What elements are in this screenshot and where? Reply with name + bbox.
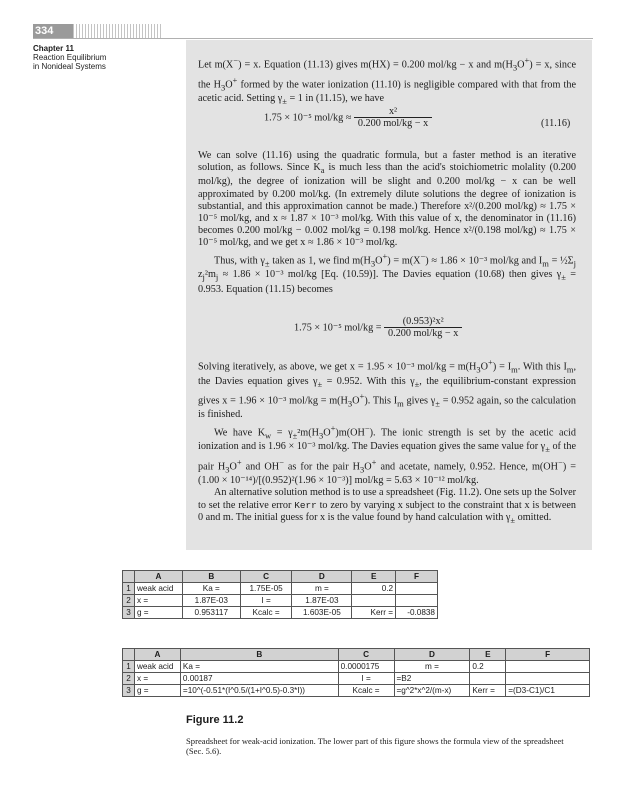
cell[interactable] [396,583,438,595]
cell[interactable]: weak acid [134,583,182,595]
column-header[interactable]: A [134,571,182,583]
cell[interactable] [506,661,590,673]
cell[interactable]: Ka = [182,583,240,595]
cell[interactable]: 0.0000175 [338,661,394,673]
column-header[interactable]: B [180,649,338,661]
cell[interactable]: g = [134,685,180,697]
figure-label: Figure 11.2 [186,714,244,726]
cell[interactable]: -0.0838 [396,607,438,619]
cell[interactable]: Kcalc = [338,685,394,697]
cell[interactable]: Kerr = [352,607,396,619]
spreadsheet-header-row [123,571,438,583]
spreadsheet-formulas [122,648,590,697]
table-row [123,673,590,685]
cell[interactable]: 0.00187 [180,673,338,685]
header-decoration [73,24,161,38]
equation-11-16-numerator: x² [388,106,398,117]
equation-11-16-number: (11.16) [541,118,571,129]
cell[interactable]: I = [240,595,292,607]
row-number[interactable]: 3 [123,685,135,697]
header-rule [33,38,593,39]
paragraph-3: Solving iteratively, as above, we get x = 1.95 × 10⁻³ $mol/kg = m(H_3O^+) = I_m$. With this $I_m$, the Davies equation gives $\gamma_\pm = 0.952$. With this $\gamma_\pm$, the equilibrium-constant expression gives x = 1.96 × 10⁻³ $mol/kg = m(H_3O^+)$. This $I_m$ gives $\gamma_\pm = 0.952$ again, so the calculation is finished. We have $K_w = \gamma_\pm^2m(H_3O^+)m(OH^-)$. The ionic strength is set by the acetic acid ionization and is 1.96 × 10⁻³ mol/kg. The Davies equation gives the same value for $\gamma_\pm$ of the pair $H_3O^+$ and OH− as for the pair $H_3O^+$ and acetate, namely, 0.952. Hence, m(OH−) = (1.00 × 10⁻¹⁴)/[(0.952)²(1.96 × 10⁻³)] mol/kg = 5.63 × 10⁻¹² mol/kg. An alternative solution method is to use a spreadsheet (Fig. 11.2). One sets up the Solver to set the relative error Kerr to zero by varying x subject to the constraint that x is between 0 and m. The initial guess for x is the value found by hand calculation with $\gamma_\pm$ omitted. [198,357,577,525]
row-number[interactable]: 2 [123,595,135,607]
table-row [123,607,438,619]
column-header[interactable]: D [394,649,470,661]
cell[interactable]: 0.2 [470,661,506,673]
cell[interactable] [506,673,590,685]
row-number[interactable]: 1 [123,583,135,595]
cell[interactable]: =B2 [394,673,470,685]
page-number: 334 [33,24,73,38]
cell[interactable]: 0.2 [352,583,396,595]
equation-11-16-lhs: 1.75 × 10⁻⁵ mol/kg ≈ [264,112,352,124]
cell[interactable]: =g^2*x^2/(m-x) [394,685,470,697]
column-header[interactable]: F [396,571,438,583]
table-row [123,583,438,595]
column-header[interactable]: E [352,571,396,583]
equation-davies [294,316,462,340]
cell[interactable]: m = [292,583,352,595]
cell[interactable]: 1.87E-03 [292,595,352,607]
cell[interactable] [396,595,438,607]
column-header[interactable]: F [506,649,590,661]
equation-11-16-denominator: 0.200 mol/kg − x [354,117,432,130]
cell[interactable]: weak acid [134,661,180,673]
table-row [123,661,590,673]
cell[interactable]: Kerr = [470,685,506,697]
cell[interactable] [352,595,396,607]
chapter-title-line1: Reaction Equilibrium [33,53,107,62]
cell[interactable]: 1.87E-03 [182,595,240,607]
cell[interactable]: =(D3-C1)/C1 [506,685,590,697]
equation-11-16 [264,106,432,130]
spreadsheet-values [122,570,438,619]
equation-davies-denominator: 0.200 mol/kg − x [384,327,462,340]
cell[interactable]: Kcalc = [240,607,292,619]
cell[interactable]: x = [134,595,182,607]
column-header[interactable]: C [338,649,394,661]
chapter-sidebar [33,44,163,71]
cell[interactable]: 1.603E-05 [292,607,352,619]
cell[interactable]: Ka = [180,661,338,673]
column-header[interactable]: E [470,649,506,661]
column-header[interactable]: A [134,649,180,661]
cell[interactable]: =10^(-0.51*(I^0.5/(1+I^0.5)-0.3*I)) [180,685,338,697]
chapter-label: Chapter 11 [33,44,74,53]
chapter-title-line2: in Nonideal Systems [33,62,106,71]
cell[interactable] [470,673,506,685]
row-number[interactable]: 1 [123,661,135,673]
cell[interactable]: x = [134,673,180,685]
row-number[interactable]: 2 [123,673,135,685]
table-row [123,595,438,607]
row-number[interactable]: 3 [123,607,135,619]
cell[interactable]: m = [394,661,470,673]
equation-davies-lhs: 1.75 × 10⁻⁵ mol/kg = [294,322,382,334]
column-header[interactable]: D [292,571,352,583]
figure-caption: Spreadsheet for weak-acid ionization. The lower part of this figure shows the formula view of the spreadsheet (Sec. 5.6). [186,736,564,757]
table-row [123,685,590,697]
equation-davies-numerator: (0.953)²x² [402,316,444,327]
corner-cell [123,571,135,583]
cell[interactable]: 1.75E-05 [240,583,292,595]
cell[interactable]: I = [338,673,394,685]
paragraph-2: We can solve (11.16) using the quadratic formula, but a faster method is an iterative solution, as follows. Since $K_a$ is much less than the acid's stoichiometric molality (0.200 mol/kg), the degree of ionization will be slight and 0.200 mol/kg − x can be well approximated by 0.200 mol/kg. (In extremely dilute solutions the degree of ionization is substantial, and this approximation cannot be made.) Therefore x²/(0.200 mol/kg) ≈ 1.75 × 10⁻⁵ mol/kg, and x ≈ 1.87 × 10⁻³ mol/kg. With this value of x, the denominator in (11.16) becomes 0.200 mol/kg − 0.002 mol/kg = 0.198 mol/kg. Hence x²/(0.198 mol/kg) ≈ 1.75 × 10⁻⁵ mol/kg, and we get x ≈ 1.86 × 10⁻³ mol/kg. Thus, with $\gamma_\pm$ taken as 1, we find $m(H_3O^+) = m(X^-) \approx 1.86 \times 10^{-3}$ mol/kg and $I_m$ = $\frac{1}{2}\Sigma_j$ $z_j^2m_j \approx 1.86 \times 10^{-3}$ mol/kg [Eq. (10.59)]. The Davies equation (10.68) then gives $\gamma_\pm = 0.953$. Equation (11.15) becomes [198,150,577,295]
column-header[interactable]: B [182,571,240,583]
corner-cell [123,649,135,661]
column-header[interactable]: C [240,571,292,583]
cell[interactable]: 0.953117 [182,607,240,619]
paragraph-1: Let m(X−) = x. Equation (11.13) gives m(HX) = 0.200 mol/kg − x and $m(H_3O^+) = x$, since the $H_3O^+$ formed by the water ionization (11.10) is negligible compared with that from the acetic acid. Setting $\gamma_\pm = 1$ in (11.15), we have [198,55,576,107]
spreadsheet-header-row [123,649,590,661]
cell[interactable]: g = [134,607,182,619]
